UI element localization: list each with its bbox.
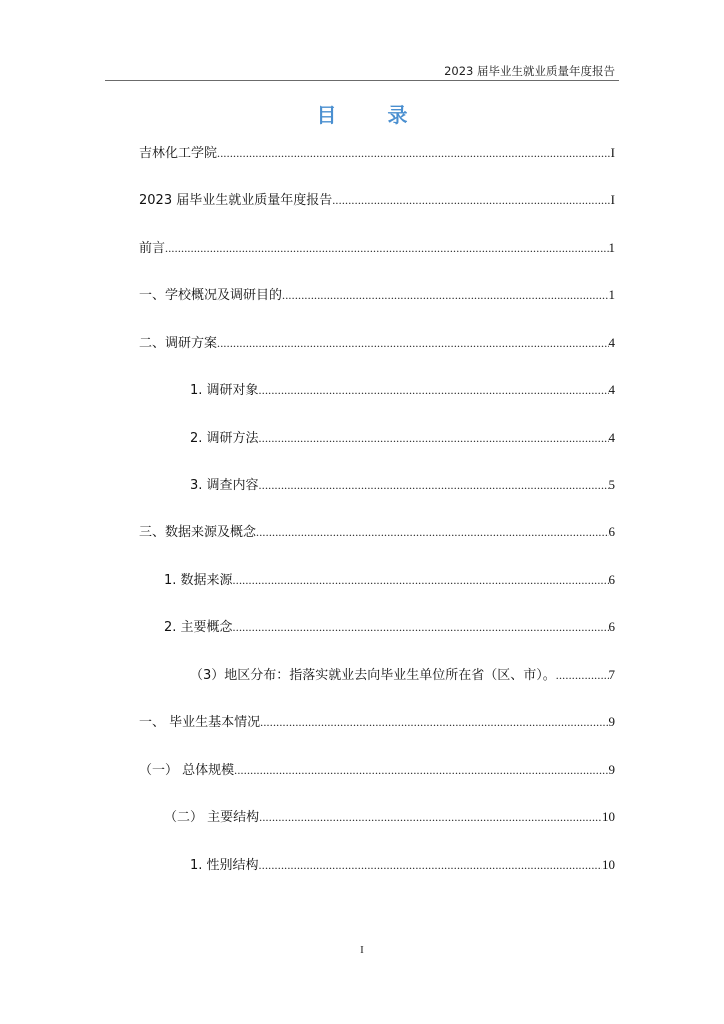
toc-entry-label: 1. 调研对象 [190,383,259,398]
toc-entry-main-structure[interactable] [164,807,615,827]
toc-dot-leader [259,855,602,875]
toc-entry-page: 1 [608,240,615,255]
toc-entry-page: 6 [608,524,615,539]
toc-dot-leader [282,285,608,305]
toc-entry-label: 1. 数据来源 [164,573,233,588]
toc-entry-main-concepts[interactable] [164,617,615,637]
toc-entry-label: 三、数据来源及概念 [139,525,257,540]
toc-entry-overall-scale[interactable] [139,760,615,780]
toc-entry-page: 9 [608,762,615,777]
toc-entry-section-1[interactable] [139,285,615,305]
toc-dot-leader [332,190,610,210]
toc-dot-leader [260,712,608,732]
toc-entry-page: 10 [602,857,615,872]
toc-entry-label: （3）地区分布：指落实就业去向毕业生单位所在省（区、市）。 [190,668,556,683]
toc-dot-leader [259,807,602,827]
toc-entry-label: 1. 性别结构 [190,858,259,873]
toc-dot-leader [259,380,609,400]
toc-entry-label: 吉林化工学院 [139,146,218,161]
toc-entry-label: 3. 调查内容 [190,478,259,493]
toc-entry-page: 5 [608,477,615,492]
toc-entry-survey-method[interactable] [190,428,615,448]
toc-entry-page: I [610,145,615,160]
toc-entry-page: 9 [608,714,615,729]
toc-entry-preface[interactable] [139,238,615,258]
toc-entry-section-2[interactable] [139,333,615,353]
toc-entry-page: 4 [608,382,615,397]
header-title: 2023 届毕业生就业质量年度报告 [444,64,615,78]
toc-entry-school[interactable] [139,143,615,163]
toc-entry-page: 10 [602,809,615,824]
toc-dot-leader [217,333,608,353]
toc-entry-page: 4 [608,430,615,445]
toc-entry-page: 6 [608,572,615,587]
toc-entry-label: 前言 [139,241,166,256]
toc-entry-gender-structure[interactable] [190,855,615,875]
toc-dot-leader [233,570,609,590]
toc-dot-leader [259,475,609,495]
toc-entry-label: 2023 届毕业生就业质量年度报告 [139,193,333,208]
toc-entry-page: I [610,192,615,207]
toc-entry-graduate-basics[interactable] [139,712,615,732]
toc-entry-label: 2. 调研方法 [190,431,259,446]
toc-dot-leader [259,428,609,448]
toc-dot-leader [233,617,609,637]
page-number: I [360,944,364,956]
toc-dot-leader [234,760,608,780]
toc-entry-label: 2. 主要概念 [164,620,233,635]
toc-entry-data-source[interactable] [164,570,615,590]
toc-dot-leader [556,665,609,685]
toc-entry-page: 6 [608,619,615,634]
toc-dot-leader [217,143,611,163]
toc-entry-report-title[interactable] [139,190,615,210]
toc-entry-survey-content[interactable] [190,475,615,495]
toc-entry-page: 4 [608,335,615,350]
toc-dot-leader [256,522,608,542]
toc-entry-label: （二） 主要结构 [164,810,260,825]
toc-entry-page: 7 [608,667,615,682]
toc-title: 目 录 [316,103,430,127]
toc-entry-survey-subject[interactable] [190,380,615,400]
toc-entry-label: 二、调研方案 [139,336,218,351]
toc-entry-region-distribution[interactable] [190,665,615,685]
toc-entry-section-3[interactable] [139,522,615,542]
toc-dot-leader [165,238,608,258]
toc-entry-label: 一、 毕业生基本情况 [139,715,261,730]
toc-entry-label: （一） 总体规模 [139,763,235,778]
toc-entry-label: 一、学校概况及调研目的 [139,288,283,303]
toc-entry-page: 1 [608,287,615,302]
